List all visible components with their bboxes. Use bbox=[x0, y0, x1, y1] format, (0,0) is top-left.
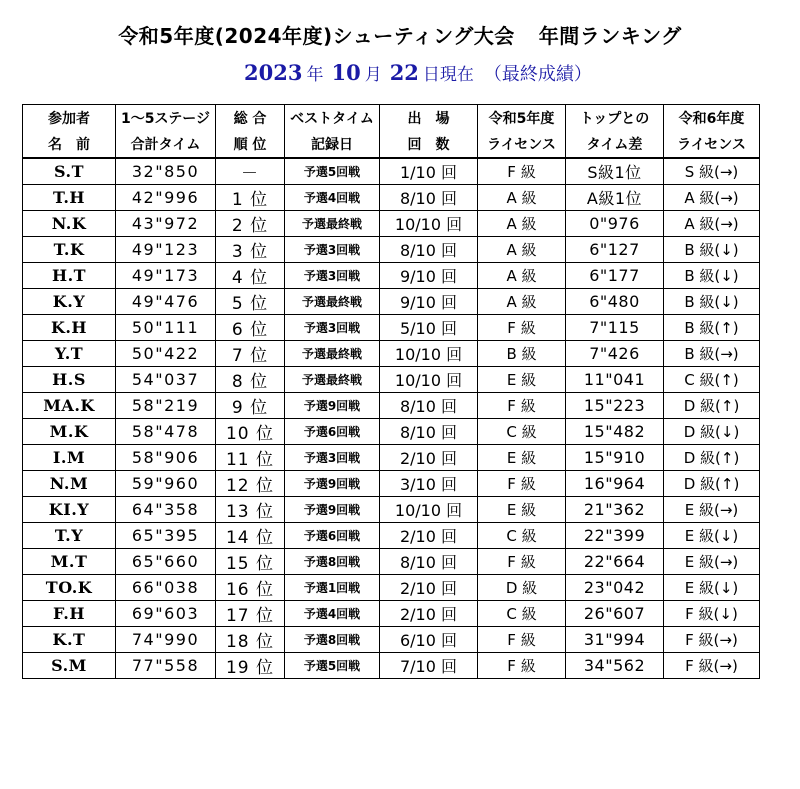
date-month: 10 bbox=[331, 60, 361, 85]
appearance-count-cell: 10/10 回 bbox=[380, 497, 478, 523]
license-r5-cell: F 級 bbox=[478, 653, 566, 679]
date-month-unit: 月 bbox=[364, 65, 382, 85]
best-time-date-cell: 予選最終戦 bbox=[285, 289, 380, 315]
table-row bbox=[23, 471, 760, 497]
participant-name-cell: K.H bbox=[23, 315, 116, 341]
appearance-count-cell: 8/10 回 bbox=[380, 237, 478, 263]
license-r5-cell: F 級 bbox=[478, 471, 566, 497]
header-cell: ベストタイム bbox=[285, 105, 380, 132]
page-title bbox=[0, 20, 800, 49]
total-time-cell: 43"972 bbox=[116, 211, 216, 237]
appearance-count-cell: 10/10 回 bbox=[380, 367, 478, 393]
total-time-cell: 74"990 bbox=[116, 627, 216, 653]
overall-rank-cell: 16 位 bbox=[216, 575, 285, 601]
overall-rank-cell: 4 位 bbox=[216, 263, 285, 289]
header-cell: 出 場 bbox=[380, 105, 478, 132]
license-r6-cell: E 級(↓) bbox=[664, 523, 760, 549]
table-row bbox=[23, 653, 760, 679]
total-time-cell: 77"558 bbox=[116, 653, 216, 679]
participant-name-cell: K.Y bbox=[23, 289, 116, 315]
overall-rank-cell: 2 位 bbox=[216, 211, 285, 237]
header-cell: ライセンス bbox=[478, 131, 566, 158]
participant-name-cell: T.H bbox=[23, 185, 116, 211]
table-row bbox=[23, 367, 760, 393]
time-gap-cell: 15"910 bbox=[566, 445, 664, 471]
total-time-cell: 64"358 bbox=[116, 497, 216, 523]
total-time-cell: 58"219 bbox=[116, 393, 216, 419]
table-row bbox=[23, 419, 760, 445]
date-line bbox=[244, 60, 592, 86]
appearance-count-cell: 3/10 回 bbox=[380, 471, 478, 497]
license-r6-cell: D 級(↑) bbox=[664, 393, 760, 419]
total-time-cell: 65"395 bbox=[116, 523, 216, 549]
overall-rank-cell: 17 位 bbox=[216, 601, 285, 627]
participant-name-cell: KI.Y bbox=[23, 497, 116, 523]
appearance-count-cell: 8/10 回 bbox=[380, 393, 478, 419]
header-cell: 令和6年度 bbox=[664, 105, 760, 132]
best-time-date-cell: 予選3回戦 bbox=[285, 315, 380, 341]
table-row bbox=[23, 211, 760, 237]
table-row bbox=[23, 263, 760, 289]
total-time-cell: 42"996 bbox=[116, 185, 216, 211]
best-time-date-cell: 予選最終戦 bbox=[285, 341, 380, 367]
time-gap-cell: 21"362 bbox=[566, 497, 664, 523]
license-r6-cell: E 級(↓) bbox=[664, 575, 760, 601]
header-cell: タイム差 bbox=[566, 131, 664, 158]
title-sub: 年間ランキング bbox=[538, 24, 682, 48]
table-row bbox=[23, 601, 760, 627]
overall-rank-cell: 5 位 bbox=[216, 289, 285, 315]
appearance-count-cell: 9/10 回 bbox=[380, 289, 478, 315]
total-time-cell: 66"038 bbox=[116, 575, 216, 601]
header-cell: 総 合 bbox=[216, 105, 285, 132]
table-row bbox=[23, 185, 760, 211]
time-gap-cell: 26"607 bbox=[566, 601, 664, 627]
license-r5-cell: C 級 bbox=[478, 523, 566, 549]
appearance-count-cell: 2/10 回 bbox=[380, 601, 478, 627]
participant-name-cell: T.K bbox=[23, 237, 116, 263]
time-gap-cell: 11"041 bbox=[566, 367, 664, 393]
header-cell: 記録日 bbox=[285, 131, 380, 158]
best-time-date-cell: 予選8回戦 bbox=[285, 549, 380, 575]
time-gap-cell: 6"127 bbox=[566, 237, 664, 263]
license-r6-cell: E 級(→) bbox=[664, 549, 760, 575]
table-row bbox=[23, 237, 760, 263]
time-gap-cell: 7"426 bbox=[566, 341, 664, 367]
appearance-count-cell: 5/10 回 bbox=[380, 315, 478, 341]
license-r5-cell: F 級 bbox=[478, 627, 566, 653]
best-time-date-cell: 予選6回戦 bbox=[285, 419, 380, 445]
total-time-cell: 50"422 bbox=[116, 341, 216, 367]
time-gap-cell: 22"399 bbox=[566, 523, 664, 549]
total-time-cell: 58"478 bbox=[116, 419, 216, 445]
table-row bbox=[23, 158, 760, 185]
license-r5-cell: F 級 bbox=[478, 393, 566, 419]
license-r6-cell: B 級(↓) bbox=[664, 263, 760, 289]
table-body bbox=[23, 158, 760, 679]
participant-name-cell: MA.K bbox=[23, 393, 116, 419]
participant-name-cell: Y.T bbox=[23, 341, 116, 367]
best-time-date-cell: 予選3回戦 bbox=[285, 237, 380, 263]
participant-name-cell: H.S bbox=[23, 367, 116, 393]
overall-rank-cell: 6 位 bbox=[216, 315, 285, 341]
time-gap-cell: 0"976 bbox=[566, 211, 664, 237]
license-r6-cell: E 級(→) bbox=[664, 497, 760, 523]
license-r5-cell: E 級 bbox=[478, 367, 566, 393]
appearance-count-cell: 10/10 回 bbox=[380, 341, 478, 367]
date-year: 2023 bbox=[244, 60, 303, 85]
license-r5-cell: B 級 bbox=[478, 341, 566, 367]
participant-name-cell: F.H bbox=[23, 601, 116, 627]
best-time-date-cell: 予選5回戦 bbox=[285, 158, 380, 185]
best-time-date-cell: 予選6回戦 bbox=[285, 523, 380, 549]
best-time-date-cell: 予選3回戦 bbox=[285, 263, 380, 289]
overall-rank-cell: 3 位 bbox=[216, 237, 285, 263]
participant-name-cell: K.T bbox=[23, 627, 116, 653]
table-header bbox=[23, 105, 760, 159]
overall-rank-cell: 11 位 bbox=[216, 445, 285, 471]
license-r5-cell: C 級 bbox=[478, 419, 566, 445]
license-r6-cell: B 級(↑) bbox=[664, 315, 760, 341]
time-gap-cell: 22"664 bbox=[566, 549, 664, 575]
appearance-count-cell: 1/10 回 bbox=[380, 158, 478, 185]
total-time-cell: 49"173 bbox=[116, 263, 216, 289]
license-r5-cell: A 級 bbox=[478, 185, 566, 211]
total-time-cell: 54"037 bbox=[116, 367, 216, 393]
header-cell: トップとの bbox=[566, 105, 664, 132]
best-time-date-cell: 予選4回戦 bbox=[285, 601, 380, 627]
license-r6-cell: F 級(↓) bbox=[664, 601, 760, 627]
overall-rank-cell: 1 位 bbox=[216, 185, 285, 211]
participant-name-cell: S.M bbox=[23, 653, 116, 679]
participant-name-cell: I.M bbox=[23, 445, 116, 471]
participant-name-cell: H.T bbox=[23, 263, 116, 289]
license-r5-cell: D 級 bbox=[478, 575, 566, 601]
overall-rank-cell: 15 位 bbox=[216, 549, 285, 575]
header-cell: 令和5年度 bbox=[478, 105, 566, 132]
ranking-table bbox=[22, 104, 760, 679]
overall-rank-cell: 19 位 bbox=[216, 653, 285, 679]
license-r5-cell: A 級 bbox=[478, 237, 566, 263]
license-r6-cell: S 級(→) bbox=[664, 158, 760, 185]
best-time-date-cell: 予選4回戦 bbox=[285, 185, 380, 211]
participant-name-cell: TO.K bbox=[23, 575, 116, 601]
time-gap-cell: 15"482 bbox=[566, 419, 664, 445]
table-row bbox=[23, 445, 760, 471]
total-time-cell: 59"960 bbox=[116, 471, 216, 497]
table-row bbox=[23, 289, 760, 315]
best-time-date-cell: 予選最終戦 bbox=[285, 211, 380, 237]
overall-rank-cell: 9 位 bbox=[216, 393, 285, 419]
appearance-count-cell: 2/10 回 bbox=[380, 523, 478, 549]
license-r5-cell: C 級 bbox=[478, 601, 566, 627]
date-year-unit: 年 bbox=[306, 65, 324, 85]
table-row bbox=[23, 393, 760, 419]
overall-rank-cell: 8 位 bbox=[216, 367, 285, 393]
overall-rank-cell: 7 位 bbox=[216, 341, 285, 367]
license-r5-cell: A 級 bbox=[478, 289, 566, 315]
license-r6-cell: B 級(↓) bbox=[664, 237, 760, 263]
date-day: 22 bbox=[389, 60, 419, 85]
license-r6-cell: D 級(↑) bbox=[664, 445, 760, 471]
time-gap-cell: 16"964 bbox=[566, 471, 664, 497]
date-day-unit: 日現在 bbox=[422, 65, 474, 85]
participant-name-cell: N.M bbox=[23, 471, 116, 497]
table-row bbox=[23, 341, 760, 367]
participant-name-cell: M.T bbox=[23, 549, 116, 575]
best-time-date-cell: 予選9回戦 bbox=[285, 497, 380, 523]
header-cell: ライセンス bbox=[664, 131, 760, 158]
license-r6-cell: A 級(→) bbox=[664, 211, 760, 237]
appearance-count-cell: 9/10 回 bbox=[380, 263, 478, 289]
time-gap-cell: 23"042 bbox=[566, 575, 664, 601]
table-row bbox=[23, 575, 760, 601]
overall-rank-cell: 12 位 bbox=[216, 471, 285, 497]
appearance-count-cell: 2/10 回 bbox=[380, 575, 478, 601]
license-r5-cell: E 級 bbox=[478, 445, 566, 471]
appearance-count-cell: 10/10 回 bbox=[380, 211, 478, 237]
time-gap-cell: 34"562 bbox=[566, 653, 664, 679]
license-r6-cell: D 級(↑) bbox=[664, 471, 760, 497]
time-gap-cell: 15"223 bbox=[566, 393, 664, 419]
license-r5-cell: A 級 bbox=[478, 263, 566, 289]
license-r6-cell: F 級(→) bbox=[664, 653, 760, 679]
header-cell: 1～5ステージ bbox=[116, 105, 216, 132]
license-r5-cell: F 級 bbox=[478, 315, 566, 341]
total-time-cell: 69"603 bbox=[116, 601, 216, 627]
table-row bbox=[23, 549, 760, 575]
table-row bbox=[23, 523, 760, 549]
time-gap-cell: 31"994 bbox=[566, 627, 664, 653]
title-main: 令和5年度(2024年度)シューティング大会 bbox=[118, 24, 515, 48]
time-gap-cell: 6"480 bbox=[566, 289, 664, 315]
participant-name-cell: T.Y bbox=[23, 523, 116, 549]
overall-rank-cell: 10 位 bbox=[216, 419, 285, 445]
appearance-count-cell: 8/10 回 bbox=[380, 419, 478, 445]
total-time-cell: 58"906 bbox=[116, 445, 216, 471]
overall-rank-cell: 13 位 bbox=[216, 497, 285, 523]
total-time-cell: 49"123 bbox=[116, 237, 216, 263]
license-r6-cell: B 級(↓) bbox=[664, 289, 760, 315]
total-time-cell: 32"850 bbox=[116, 158, 216, 185]
table-row bbox=[23, 315, 760, 341]
license-r6-cell: B 級(→) bbox=[664, 341, 760, 367]
header-cell: 参加者 bbox=[23, 105, 116, 132]
header-cell: 合計タイム bbox=[116, 131, 216, 158]
appearance-count-cell: 6/10 回 bbox=[380, 627, 478, 653]
participant-name-cell: N.K bbox=[23, 211, 116, 237]
best-time-date-cell: 予選3回戦 bbox=[285, 445, 380, 471]
total-time-cell: 49"476 bbox=[116, 289, 216, 315]
total-time-cell: 50"111 bbox=[116, 315, 216, 341]
best-time-date-cell: 予選5回戦 bbox=[285, 653, 380, 679]
appearance-count-cell: 8/10 回 bbox=[380, 549, 478, 575]
best-time-date-cell: 予選9回戦 bbox=[285, 471, 380, 497]
overall-rank-cell: 14 位 bbox=[216, 523, 285, 549]
license-r6-cell: F 級(→) bbox=[664, 627, 760, 653]
time-gap-cell: 7"115 bbox=[566, 315, 664, 341]
best-time-date-cell: 予選9回戦 bbox=[285, 393, 380, 419]
time-gap-cell: 6"177 bbox=[566, 263, 664, 289]
overall-rank-cell: － bbox=[216, 158, 285, 185]
license-r5-cell: A 級 bbox=[478, 211, 566, 237]
license-r5-cell: E 級 bbox=[478, 497, 566, 523]
date-note: （最終成績） bbox=[483, 64, 592, 85]
header-cell: 名 前 bbox=[23, 131, 116, 158]
appearance-count-cell: 7/10 回 bbox=[380, 653, 478, 679]
license-r5-cell: F 級 bbox=[478, 549, 566, 575]
license-r6-cell: D 級(↓) bbox=[664, 419, 760, 445]
time-gap-cell: S級1位 bbox=[566, 158, 664, 185]
license-r6-cell: A 級(→) bbox=[664, 185, 760, 211]
appearance-count-cell: 2/10 回 bbox=[380, 445, 478, 471]
best-time-date-cell: 予選最終戦 bbox=[285, 367, 380, 393]
overall-rank-cell: 18 位 bbox=[216, 627, 285, 653]
appearance-count-cell: 8/10 回 bbox=[380, 185, 478, 211]
header-cell: 順 位 bbox=[216, 131, 285, 158]
best-time-date-cell: 予選1回戦 bbox=[285, 575, 380, 601]
header-row-1 bbox=[23, 105, 760, 132]
license-r5-cell: F 級 bbox=[478, 158, 566, 185]
table-row bbox=[23, 627, 760, 653]
total-time-cell: 65"660 bbox=[116, 549, 216, 575]
table-row bbox=[23, 497, 760, 523]
participant-name-cell: S.T bbox=[23, 158, 116, 185]
time-gap-cell: A級1位 bbox=[566, 185, 664, 211]
best-time-date-cell: 予選8回戦 bbox=[285, 627, 380, 653]
header-row-2 bbox=[23, 131, 760, 158]
header-cell: 回 数 bbox=[380, 131, 478, 158]
participant-name-cell: M.K bbox=[23, 419, 116, 445]
license-r6-cell: C 級(↑) bbox=[664, 367, 760, 393]
